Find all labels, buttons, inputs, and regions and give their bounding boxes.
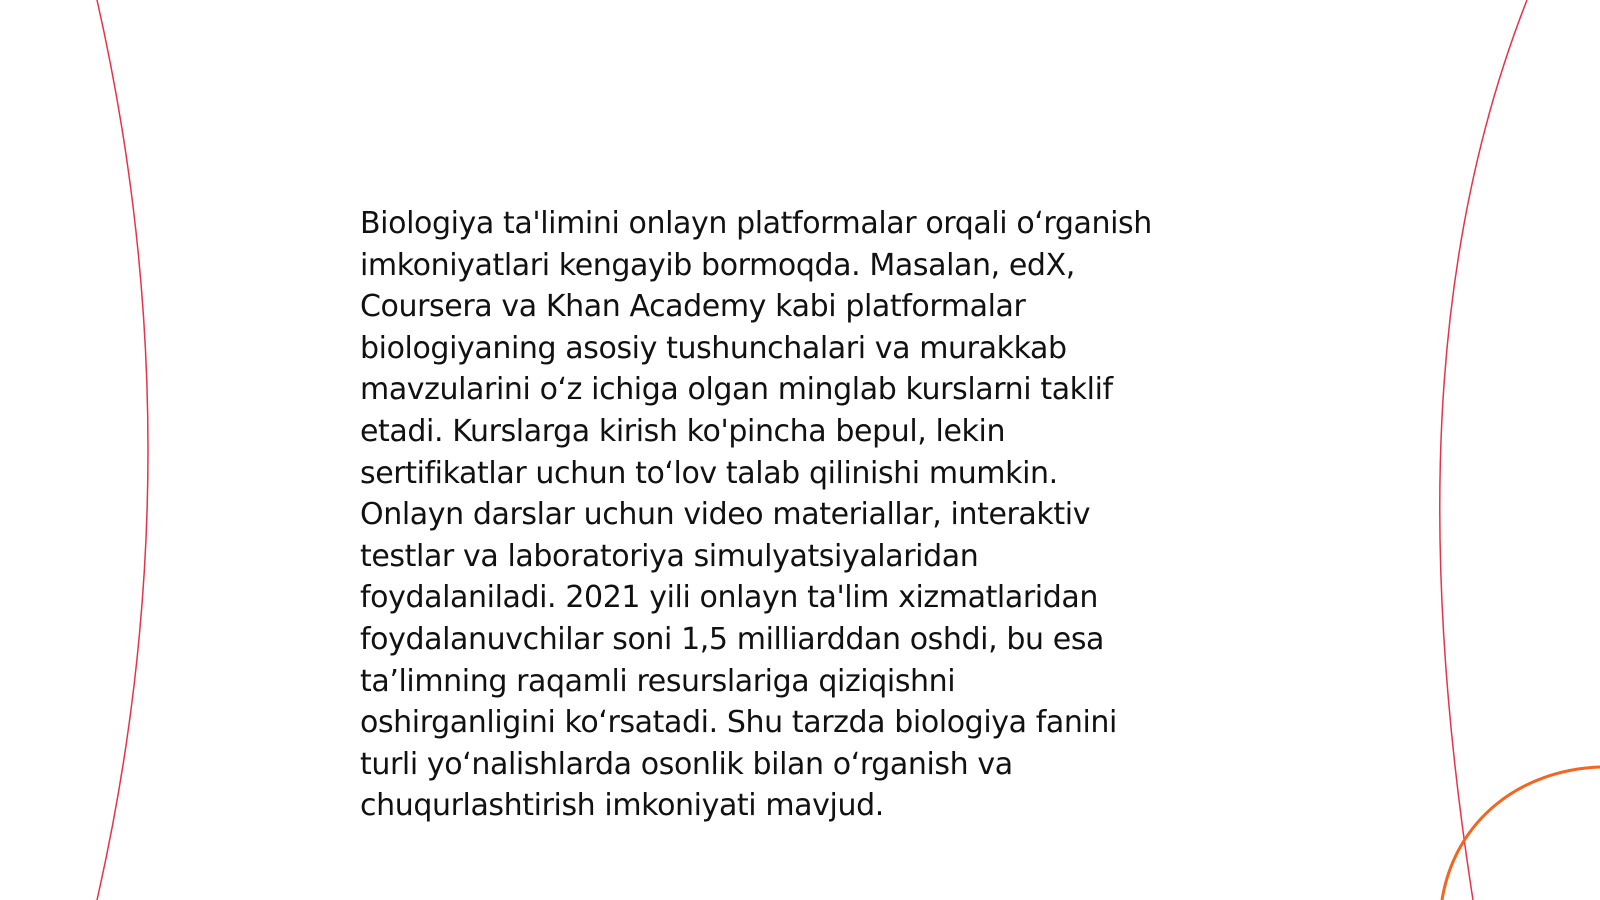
paragraph-line: ta’limning raqamli resurslariga qiziqishni [360, 663, 956, 699]
paragraph-line: foydalaniladi. 2021 yili onlayn ta'lim xizmatlaridan [360, 580, 1098, 616]
paragraph-line: chuqurlashtirish imkoniyati mavjud. [360, 788, 884, 824]
paragraph-line: turli yo‘nalishlarda osonlik bilan o‘rganish va [360, 746, 1013, 782]
orange-arc [1442, 767, 1600, 900]
paragraph-line: sertifikatlar uchun to‘lov talab qilinishi mumkin. [360, 455, 1058, 491]
paragraph-line: etadi. Kurslarga kirish ko'pincha bepul, lekin [360, 413, 1006, 449]
paragraph-line: oshirganligini ko‘rsatadi. Shu tarzda biologiya fanini [360, 705, 1117, 741]
left-red-curve [97, 0, 148, 900]
body-paragraph [360, 203, 1260, 827]
paragraph-line: mavzularini o‘z ichiga olgan minglab kurslarni taklif [360, 372, 1113, 408]
paragraph-line: Coursera va Khan Academy kabi platformalar [360, 289, 1026, 325]
paragraph-line: foydalanuvchilar soni 1,5 milliarddan oshdi, bu esa [360, 621, 1105, 657]
paragraph-line: imkoniyatlari kengayib bormoqda. Masalan, edX, [360, 247, 1075, 283]
paragraph-line: Biologiya ta'limini onlayn platformalar orqali o‘rganish [360, 206, 1152, 241]
right-red-curve [1440, 0, 1527, 900]
paragraph-line: Onlayn darslar uchun video materiallar, interaktiv [360, 497, 1091, 533]
paragraph-line: testlar va laboratoriya simulyatsiyalaridan [360, 538, 979, 574]
paragraph-line: biologiyaning asosiy tushunchalari va murakkab [360, 330, 1067, 366]
